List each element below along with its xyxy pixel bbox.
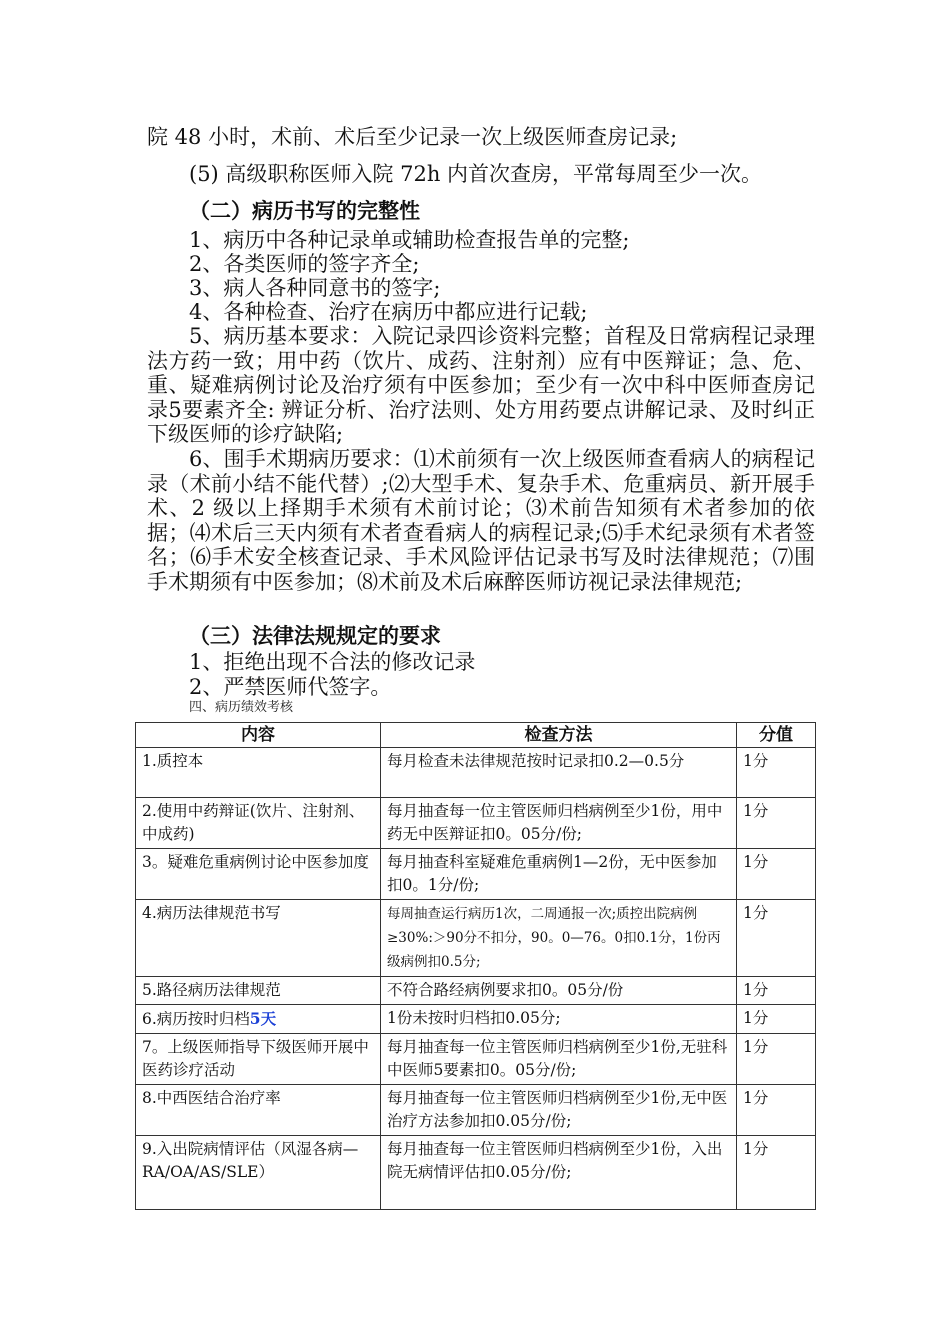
text-line-1: 院 48 小时，术前、术后至少记录一次上级医师查房记录; — [147, 125, 678, 149]
row-method: 不符合路经病例要求扣0。05分/份 — [381, 977, 737, 1005]
section-2-item-2: 2、各类医师的签字齐全; — [189, 252, 420, 276]
row-method: 每月抽查每一位主管医师归档病例至少1份,无驻科中医师5要素扣0。05分/份; — [381, 1034, 737, 1085]
section-2-item-1: 1、病历中各种记录单或辅助检查报告单的完整; — [189, 228, 630, 252]
header-score: 分值 — [737, 723, 816, 748]
row-content: 2.使用中药辩证(饮片、注射剂、中成药) — [136, 798, 381, 849]
row-content: 1.质控本 — [136, 748, 381, 798]
section-2-heading: （二）病历书写的完整性 — [189, 199, 420, 223]
section-3-item-1: 1、拒绝出现不合法的修改记录 — [189, 650, 476, 674]
row-score: 1分 — [737, 1085, 816, 1136]
table-row — [136, 798, 816, 849]
table-row — [136, 748, 816, 798]
section-2-item-4: 4、各种检查、治疗在病历中都应进行记载; — [189, 300, 588, 324]
row-content-prefix: 6.病历按时归档 — [142, 1010, 250, 1028]
header-content: 内容 — [136, 723, 381, 748]
row-content: 9.入出院病情评估（风湿各病—RA/OA/AS/SLE） — [136, 1136, 381, 1210]
table-row — [136, 849, 816, 900]
header-method: 检查方法 — [381, 723, 737, 748]
row-method: 1份未按时归档扣0.05分; — [381, 1005, 737, 1034]
row-method: 每月抽查科室疑难危重病例1—2份，无中医参加扣0。1分/份; — [381, 849, 737, 900]
row-content: 7。上级医师指导下级医师开展中医药诊疗活动 — [136, 1034, 381, 1085]
section-2-item-6: 6、围手术期病历要求：⑴术前须有一次上级医师查看病人的病程记录（术前小结不能代替）;⑵大型手术、复杂手术、危重病员、新开展手术、2 级以上择期手术须有术前讨论；⑶术前告知须有术者参加的依据；⑷术后三天内须有术者查看病人的病程记录;⑸手术纪录须有术者签名；⑹手术安全核查记录、手术风险评估记录书写及时法律规范；⑺围手术期须有中医参加；⑻术前及术后麻醉医师访视记录法律规范; — [147, 447, 815, 594]
section-2-item-3: 3、病人各种同意书的签字; — [189, 276, 441, 300]
section-3-item-2: 2、严禁医师代签字。 — [189, 675, 392, 699]
table-row — [136, 1136, 816, 1210]
section-4-caption: 四、病历绩效考核 — [189, 700, 294, 715]
row-score: 1分 — [737, 900, 816, 977]
row-content — [136, 1005, 381, 1034]
row-content: 4.病历法律规范书写 — [136, 900, 381, 977]
row-method: 每周抽查运行病历1次，二周通报一次;质控出院病例≥30%:＞90分不扣分，90。0—76。0扣0.1分，1份丙级病例扣0.5分; — [381, 900, 737, 977]
performance-table — [135, 722, 816, 1210]
row-method: 每月抽查每一位主管医师归档病例至少1份,无中医治疗方法参加扣0.05分/份; — [381, 1085, 737, 1136]
row-content: 8.中西医结合治疗率 — [136, 1085, 381, 1136]
row-score: 1分 — [737, 1005, 816, 1034]
text-line-2: (5) 高级职称医师入院 72h 内首次查房，平常每周至少一次。 — [189, 162, 763, 186]
table-row — [136, 1034, 816, 1085]
row-score: 1分 — [737, 977, 816, 1005]
row-score: 1分 — [737, 748, 816, 798]
row-content: 5.路径病历法律规范 — [136, 977, 381, 1005]
row-method: 每月抽查每一位主管医师归档病例至少1份，入出院无病情评估扣0.05分/份; — [381, 1136, 737, 1210]
row-content: 3。疑难危重病例讨论中医参加度 — [136, 849, 381, 900]
table-row — [136, 977, 816, 1005]
table-row — [136, 1085, 816, 1136]
row-method: 每月抽查每一位主管医师归档病例至少1份，用中药无中医辩证扣0。05分/份; — [381, 798, 737, 849]
row-score: 1分 — [737, 798, 816, 849]
section-3-heading: （三）法律法规规定的要求 — [189, 624, 441, 648]
row-method: 每月检查未法律规范按时记录扣0.2—0.5分 — [381, 748, 737, 798]
table-row — [136, 900, 816, 977]
table-header-row — [136, 723, 816, 748]
highlight-days: 5天 — [249, 1009, 277, 1028]
row-score: 1分 — [737, 1136, 816, 1210]
table-row — [136, 1005, 816, 1034]
section-2-item-5: 5、病历基本要求：入院记录四诊资料完整；首程及日常病程记录理法方药一致；用中药（饮片、成药、注射剂）应有中医辩证；急、危、重、疑难病例讨论及治疗须有中医参加；至少有一次中科中医师查房记录5要素齐全: 辨证分析、治疗法则、处方用药要点讲解记录、及时纠正下级医师的诊疗缺陷; — [147, 324, 815, 446]
row-score: 1分 — [737, 1034, 816, 1085]
row-score: 1分 — [737, 849, 816, 900]
